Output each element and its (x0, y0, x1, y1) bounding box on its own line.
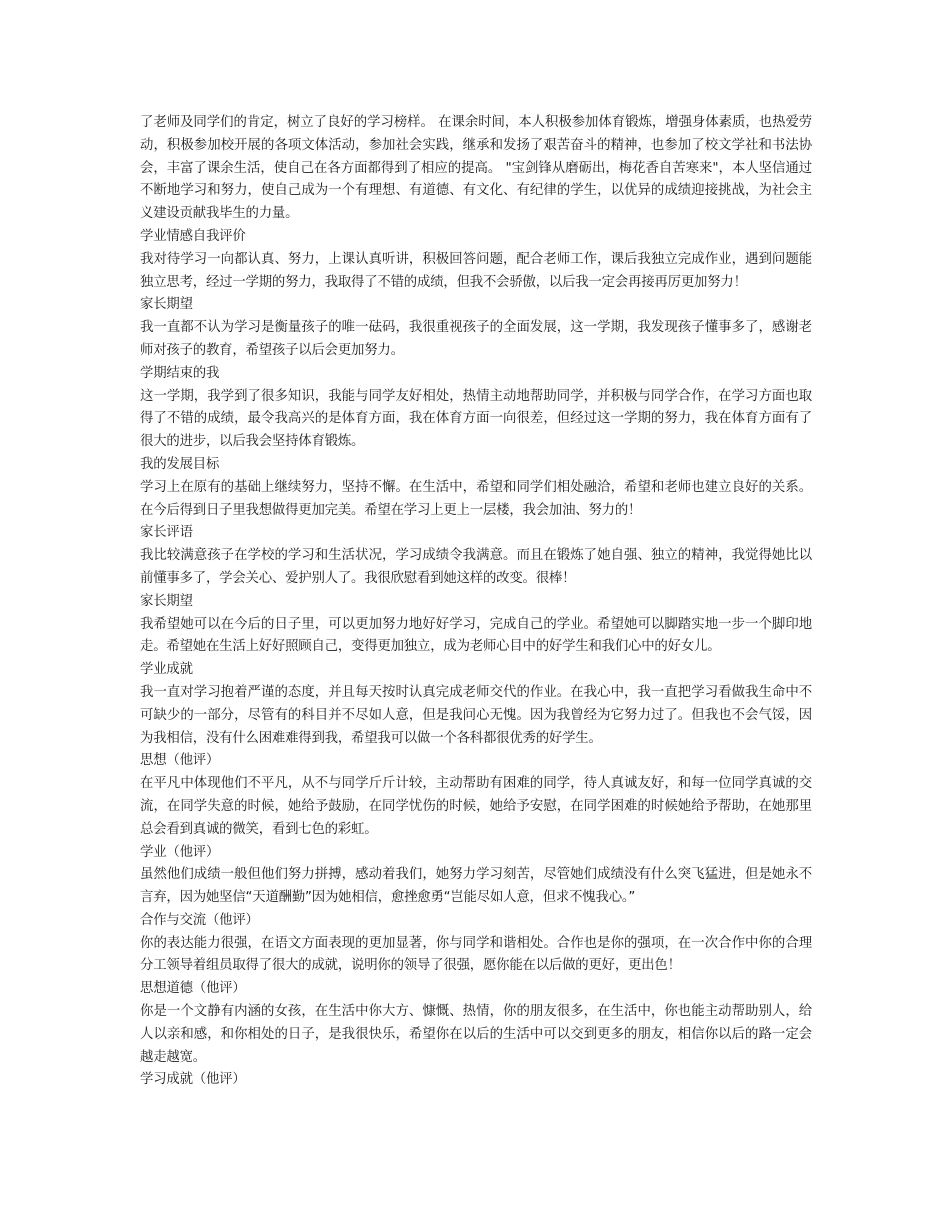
heading-self-evaluation: 学业情感自我评价 (140, 228, 246, 244)
paragraph-end-of-term: 这一学期，我学到了很多知识，我能与同学友好相处，热情主动地帮助同学，并积极与同学合作，在学习方面也取得了不错的成绩，最令我高兴的是体育方面，我在体育方面一向很差，但经过这一学期的努力，我在体育方面有了很大的进步，以后我会坚持体育锻炼。 (140, 388, 812, 450)
document-page (140, 112, 812, 1092)
heading-end-of-term: 学期结束的我 (140, 365, 220, 381)
heading-study-peer: 学业（他评） (140, 844, 220, 860)
paragraph-development-goal: 学习上在原有的基础上继续努力，坚持不懈。在生活中，希望和同学们相处融洽，希望和老师也建立良好的关系。在今后得到日子里我想做得更加完美。希望在学习上更上一层楼，我会加油、努力的！ (140, 479, 812, 518)
paragraph-study-peer: 虽然他们成绩一般但他们努力拼搏，感动着我们，她努力学习刻苦，尽管她们成绩没有什么突飞猛进，但是她永不言弃，因为她坚信“天道酬勤”因为她相信，愈挫愈勇“岂能尽如人意，但求不愧我心。” (140, 867, 812, 906)
paragraph-morality-peer: 你是一个文静有内涵的女孩，在生活中你大方、慷慨、热情，你的朋友很多，在生活中，你也能主动帮助别人，给人以亲和感，和你相处的日子，是我很快乐，希望你在以后的生活中可以交到更多的朋友，相信你以后的路一定会越走越宽。 (140, 1004, 812, 1065)
heading-parent-expectation: 家长期望 (140, 297, 193, 313)
paragraph-academic-achievement: 我一直对学习抱着严谨的态度，并且每天按时认真完成老师交代的作业。在我心中，我一直把学习看做我生命中不可缺少的一部分，尽管有的科目并不尽如人意，但是我问心无愧。因为我曾经为它努力过了。但我也不会气馁，因为我相信，没有什么困难难得到我，希望我可以做一个各科都很优秀的好学生。 (140, 684, 812, 746)
paragraph-parent-comment: 我比较满意孩子在学校的学习和生活状况，学习成绩令我满意。而且在锻炼了她自强、独立的精神，我觉得她比以前懂事多了，学会关心、爱护别人了。我很欣慰看到她这样的改变。很棒！ (140, 548, 812, 586)
heading-morality-peer: 思想道德（他评） (140, 981, 246, 997)
heading-thought-peer: 思想（他评） (140, 753, 220, 769)
heading-cooperation-peer: 合作与交流（他评） (140, 912, 259, 928)
heading-learning-achievement-peer: 学习成就（他评） (140, 1072, 246, 1088)
paragraph-parent-expectation-2: 我希望她可以在今后的日子里，可以更加努力地好好学习，完成自己的学业。希望她可以脚踏实地一步一个脚印地走。希望她在生活上好好照顾自己，变得更加独立，成为老师心目中的好学生和我们心中的好女儿。 (140, 616, 812, 655)
heading-parent-comment: 家长评语 (140, 525, 193, 541)
paragraph-cooperation-peer: 你的表达能力很强，在语文方面表现的更加显著，你与同学和谐相处。合作也是你的强项，在一次合作中你的合理分工领导着组员取得了很大的成就，说明你的领导了很强，愿你能在以后做的更好，更出色！ (140, 935, 812, 974)
paragraph-self-evaluation: 我对待学习一向都认真、努力，上课认真听讲，积极回答问题，配合老师工作，课后我独立完成作业，遇到问题能独立思考，经过一学期的努力，我取得了不错的成绩，但我不会骄傲，以后我一定会再接再厉更加努力！ (140, 251, 812, 290)
paragraph-parent-expectation: 我一直都不认为学习是衡量孩子的唯一砝码，我很重视孩子的全面发展，这一学期，我发现孩子懂事多了，感谢老师对孩子的教育，希望孩子以后会更加努力。 (140, 320, 812, 358)
paragraph-intro: 了老师及同学们的肯定，树立了良好的学习榜样。 在课余时间，本人积极参加体育锻炼，增强身体素质，也热爱劳动，积极参加校开展的各项文体活动，参加社会实践，继承和发扬了艰苦奋斗的精神，也参加了校文学社和书法协会，丰富了课余生活，使自己在各方面都得到了相应的提高。 "宝剑锋从磨砺出，梅花香自苦寒来"，本人坚信通过不断地学习和努力，使自己成为一个有理想、有道德、有文化、有纪律的学生，以优异的成绩迎接挑战，为社会主义建设贡献我毕生的力量。 (140, 115, 812, 222)
heading-academic-achievement: 学业成就 (140, 662, 193, 678)
heading-development-goal: 我的发展目标 (140, 456, 220, 472)
heading-parent-expectation-2: 家长期望 (140, 593, 193, 609)
paragraph-thought-peer: 在平凡中体现他们不平凡，从不与同学斤斤计较，主动帮助有困难的同学，待人真诚友好，和每一位同学真诚的交流，在同学失意的时候，她给予鼓励，在同学忧伤的时候，她给予安慰，在同学困难的时候她给予帮助，在她那里总会看到真诚的微笑，看到七色的彩虹。 (140, 776, 812, 837)
